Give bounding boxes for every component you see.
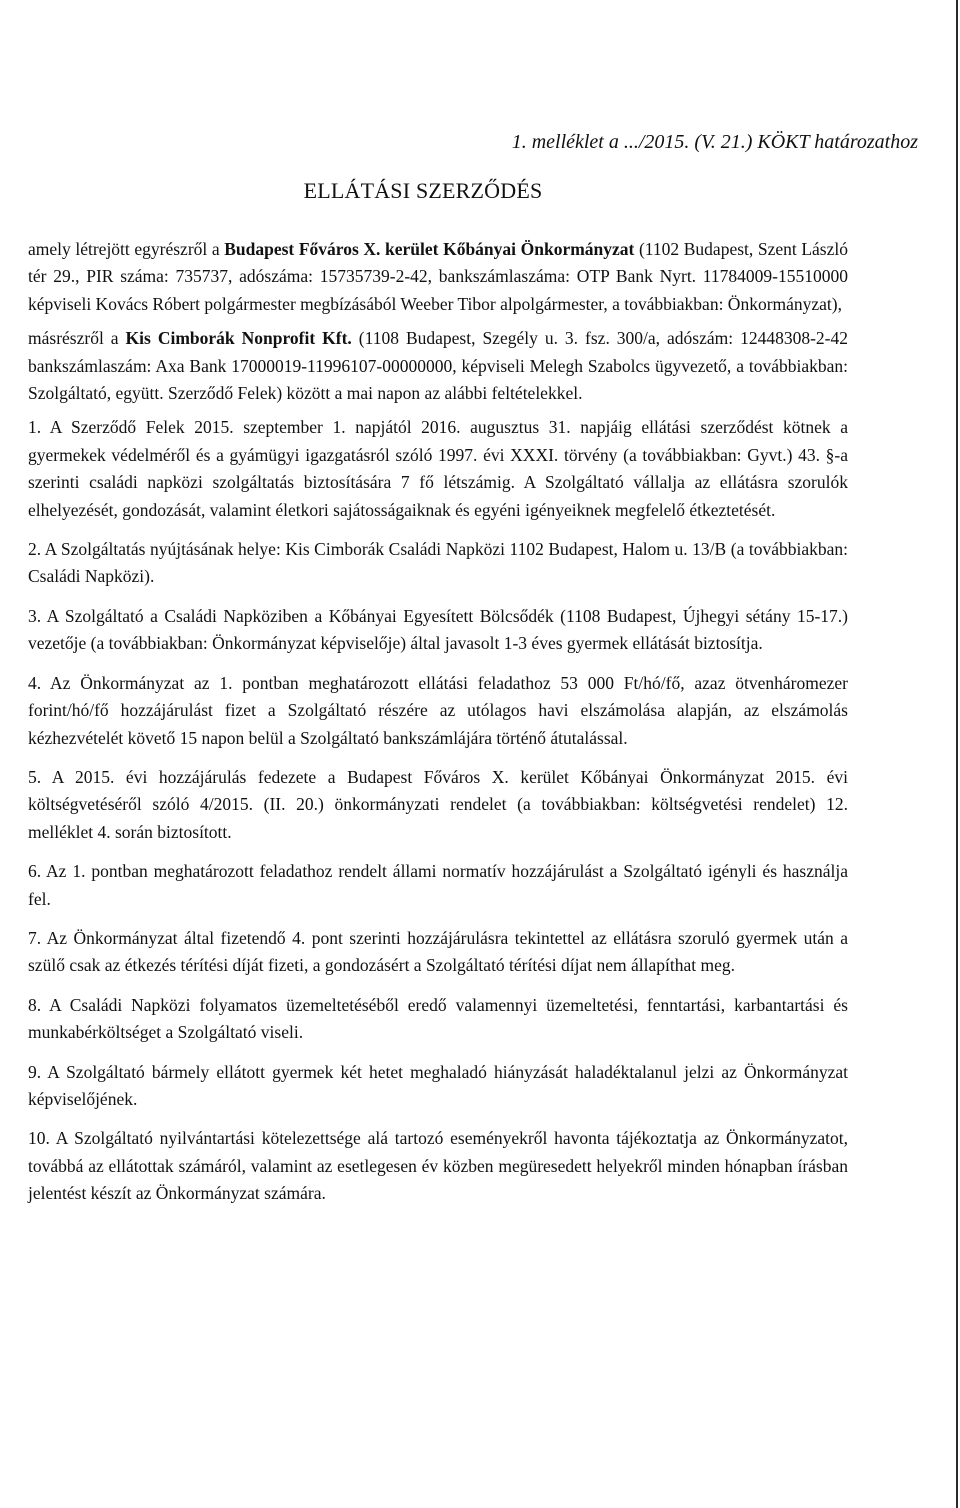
annex-note: 1. melléklet a .../2015. (V. 21.) KÖKT határozathoz <box>511 131 918 153</box>
party-two-name: Kis Cimborák Nonprofit Kft. <box>125 328 352 349</box>
party-one-name: Budapest Főváros X. kerület Kőbányai Önkormányzat <box>224 239 635 259</box>
party-two-paragraph <box>28 325 848 407</box>
clause-9: 9. A Szolgáltató bármely ellátott gyermek két hetet meghaladó hiányzását haladéktalanul jelzi az Önkormányzat képviselőjének. <box>28 1061 848 1109</box>
scan-edge-line <box>956 0 958 1508</box>
party-one-details: (1102 Budapest, Szent László tér 29., PIR száma: 735737, adószáma: 15735739-2-42, bankszámlaszáma: OTP Bank Nyrt. 11784009-15510000 képviseli Kovács Róbert polgármester megbízásából Weeber Tibor alpolgármester, a továbbiakban: Önkormányzat), <box>28 239 848 314</box>
clause-10: 10. A Szolgáltató nyilvántartási kötelezettsége alá tartozó eseményekről havonta tájékoztatja az Önkormányzatot, továbbá az ellátottak számáról, valamint az esetlegesen év közben megüresedett helyekről minden hónapban írásban jelentést készít az Önkormányzat számára. <box>28 1128 848 1204</box>
clause-3: 3. A Szolgáltató a Családi Napköziben a Kőbányai Egyesített Bölcsődék (1108 Budapest, Újhegyi sétány 15-17.) vezetője (a továbbiakban: Önkormányzat képviselője) által javasolt 1-3 éves gyermek ellátását biztosítja. <box>28 605 848 654</box>
document-title: ELLÁTÁSI SZERZŐDÉS <box>303 178 543 203</box>
document-body <box>28 236 848 1208</box>
clause-7: 7. Az Önkormányzat által fizetendő 4. pont szerinti hozzájárulásra tekintettel az ellátásra szoruló gyermek után a szülő csak az étkezés térítési díját fizeti, a gondozásért a Szolgáltató térítési díjat nem állapíthat meg. <box>28 927 848 976</box>
party-one-intro: amely létrejött egyrészről a <box>28 239 225 259</box>
clause-1: 1. A Szerződő Felek 2015. szeptember 1. napjától 2016. augusztus 31. napjáig ellátási szerződést kötnek a gyermekek védelméről és a gyámügyi igazgatásról szóló 1997. évi XXXI. törvény (a továbbiakban: Gyvt.) 43. §-a szerinti családi napközi szolgáltatás biztosítására 7 fő létszámig. A Szolgáltató vállalja az ellátásra szorulók elhelyezését, gondozását, valamint életkori sajátosságaiknak és egyéni igényeiknek megfelelő étkeztetését. <box>28 417 848 520</box>
party-two-intro: másrészről a <box>28 328 126 349</box>
party-two-details: (1108 Budapest, Szegély u. 3. fsz. 300/a, adószám: 12448308-2-42 bankszámlaszám: Axa Bank 17000019-11996107-00000000, képviseli Melegh Szabolcs ügyvezető, a továbbiakban: Szolgáltató, együtt. Szerződő Felek) között a mai napon az alábbi feltételekkel. <box>28 328 849 404</box>
party-one-paragraph <box>28 236 848 318</box>
clause-8: 8. A Családi Napközi folyamatos üzemeltetéséből eredő valamennyi üzemeltetési, fenntartási, karbantartási és munkabérköltséget a Szolgáltató viseli. <box>28 994 848 1043</box>
clause-6: 6. Az 1. pontban meghatározott feladathoz rendelt állami normatív hozzájárulást a Szolgáltató igényli és használja fel. <box>28 861 848 909</box>
clause-4: 4. Az Önkormányzat az 1. pontban meghatározott ellátási feladathoz 53 000 Ft/hó/fő, azaz ötvenháromezer forint/hó/fő hozzájárulást fizet a Szolgáltató részére az utólagos havi elszámolása alapján, az elszámolás kézhezvételét követő 15 napon belül a Szolgáltató bankszámlájára történő átutalással. <box>28 672 848 748</box>
clause-5: 5. A 2015. évi hozzájárulás fedezete a Budapest Főváros X. kerület Kőbányai Önkormányzat 2015. évi költségvetéséről szóló 4/2015. (II. 20.) önkormányzati rendelet (a továbbiakban: költségvetési rendelet) 12. melléklet 4. során biztosított. <box>28 766 848 842</box>
clause-2: 2. A Szolgáltatás nyújtásának helye: Kis Cimborák Családi Napközi 1102 Budapest, Halom u. 13/B (a továbbiakban: Családi Napközi). <box>28 539 848 587</box>
